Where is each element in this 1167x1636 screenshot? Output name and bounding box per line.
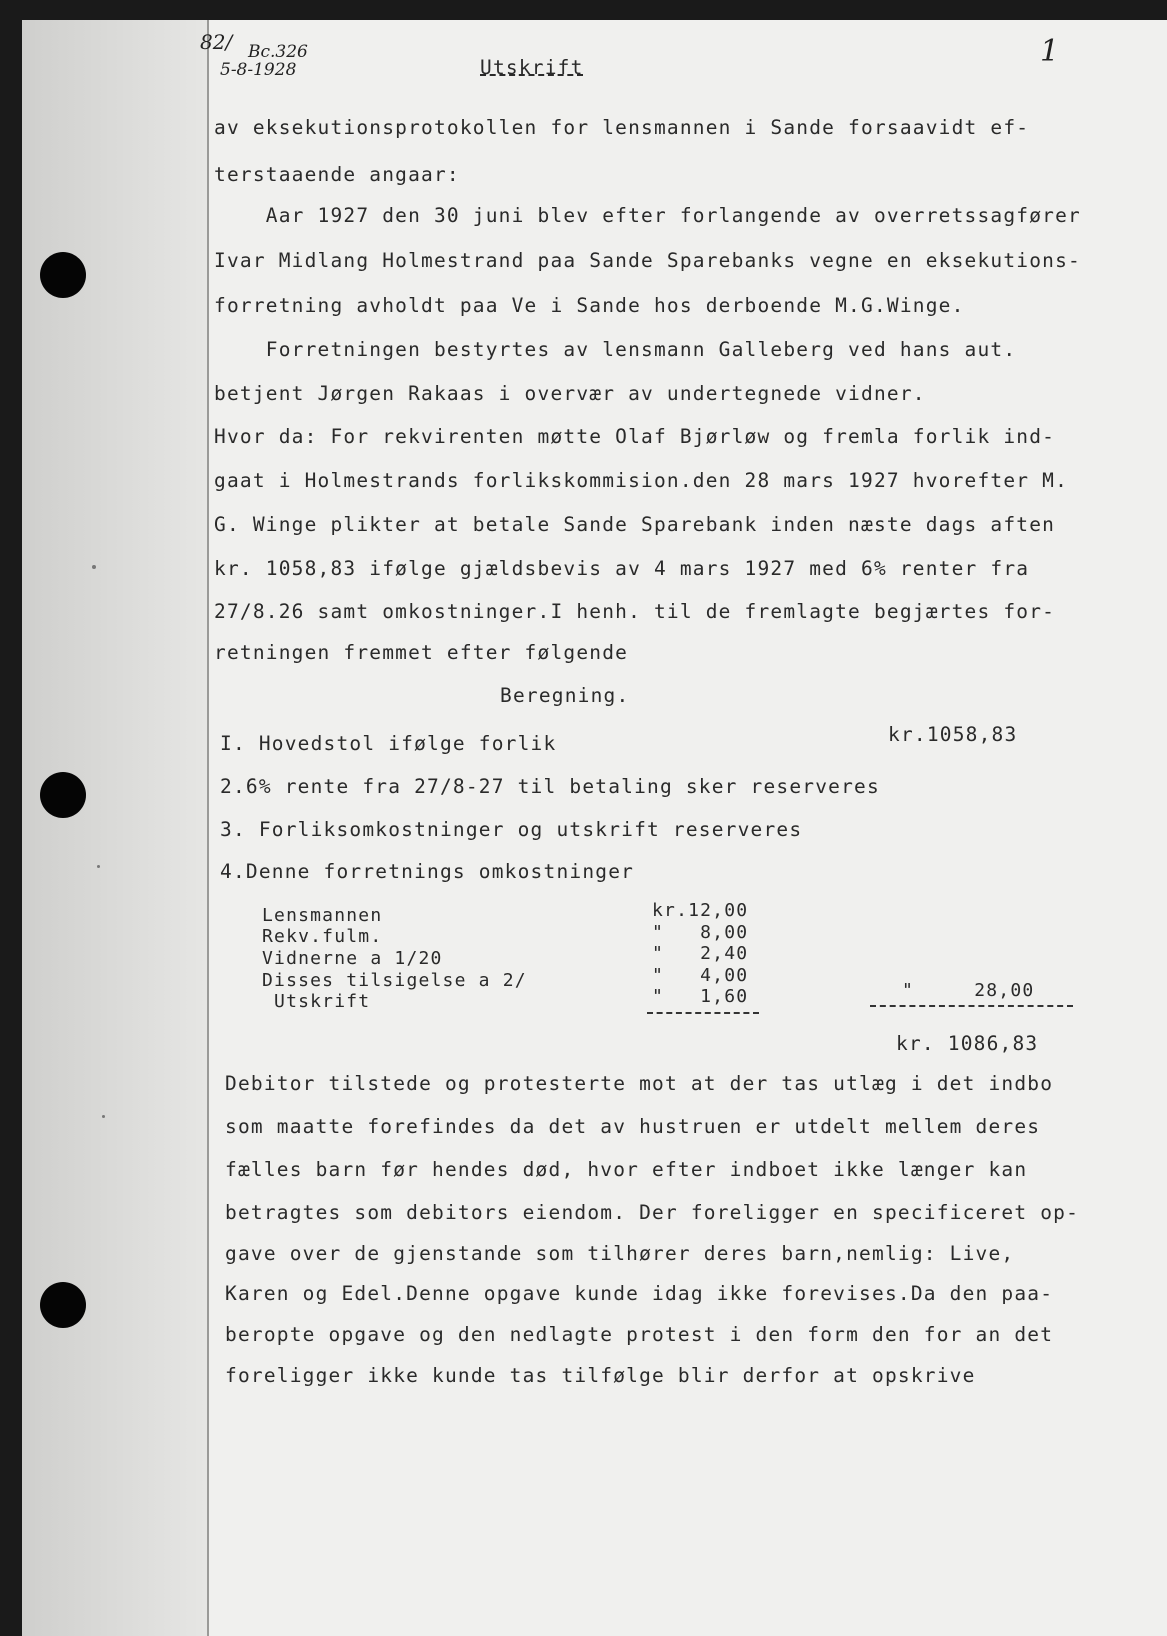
handwritten-note-1: 82/: [200, 30, 233, 54]
body-line: 27/8.26 samt omkostninger.I henh. til de fremlagte begjærtes for-: [214, 600, 1056, 623]
document-title: Utskrift: [480, 56, 584, 79]
item-amount: kr.1058,83: [888, 723, 1018, 746]
subtotal-rule: [647, 1012, 759, 1014]
cost-amount: " 2,40: [652, 943, 749, 964]
body-line: fælles barn før hendes død, hvor efter indboet ikke længer kan: [225, 1158, 1028, 1181]
body-line: retningen fremmet efter følgende: [214, 641, 629, 664]
cost-amount: " 1,60: [652, 986, 749, 1007]
punch-hole: [40, 772, 86, 818]
body-line: gaat i Holmestrands forlikskommision.den 28 mars 1927 hvorefter M.: [214, 469, 1069, 492]
body-line: terstaaende angaar:: [214, 163, 460, 186]
cost-label: Rekv.fulm.: [262, 926, 383, 947]
body-line: foreligger ikke kunde tas tilfølge blir derfor at opskrive: [225, 1364, 976, 1387]
item-text: 4.Denne forretnings omkostninger: [220, 860, 635, 883]
speck: [92, 565, 96, 569]
body-line: av eksekutionsprotokollen for lensmannen i Sande forsaavidt ef-: [214, 116, 1030, 139]
handwritten-note-2: 5-8-1928: [220, 60, 297, 80]
document-page: [22, 20, 1167, 1636]
total-rule: [870, 1005, 1073, 1007]
body-line: gave over de gjenstande som tilhører deres barn,nemlig: Live,: [225, 1242, 1015, 1265]
punch-hole: [40, 252, 86, 298]
body-line: Karen og Edel.Denne opgave kunde idag ikke forevises.Da den paa-: [225, 1282, 1054, 1305]
body-line: Debitor tilstede og protesterte mot at der tas utlæg i det indbo: [225, 1072, 1054, 1095]
item-text: 2.6% rente fra 27/8-27 til betaling sker reserveres: [220, 775, 880, 798]
punch-hole: [40, 1282, 86, 1328]
body-line: Forretningen bestyrtes av lensmann Galleberg ved hans aut.: [214, 338, 1017, 361]
speck: [97, 865, 100, 868]
body-line: som maatte forefindes da det av hustruen er utdelt mellem deres: [225, 1115, 1041, 1138]
grand-total: kr. 1086,83: [896, 1032, 1039, 1055]
cost-label: Lensmannen: [262, 905, 383, 926]
cost-amount: " 8,00: [652, 922, 749, 943]
body-line: Hvor da: For rekvirenten møtte Olaf Bjørløw og fremla forlik ind-: [214, 425, 1056, 448]
page-fold: [207, 20, 209, 1636]
body-line: betragtes som debitors eiendom. Der foreligger en specificeret op-: [225, 1201, 1080, 1224]
cost-amount: " 4,00: [652, 965, 749, 986]
cost-label: Utskrift: [262, 991, 371, 1012]
cost-amount: kr.12,00: [652, 900, 749, 921]
speck: [102, 1115, 105, 1118]
body-line: betjent Jørgen Rakaas i overvær av undertegnede vidner.: [214, 382, 926, 405]
cost-label: Disses tilsigelse a 2/: [262, 970, 527, 991]
body-line: G. Winge plikter at betale Sande Sparebank inden næste dags aften: [214, 513, 1056, 536]
item-text: 3. Forliksomkostninger og utskrift reserveres: [220, 818, 803, 841]
handwritten-page-number: 1: [1040, 34, 1060, 69]
body-line: Ivar Midlang Holmestrand paa Sande Sparebanks vegne en eksekutions-: [214, 249, 1081, 272]
costs-total: " 28,00: [902, 980, 1035, 1001]
body-line: kr. 1058,83 ifølge gjældsbevis av 4 mars 1927 med 6% renter fra: [214, 557, 1030, 580]
body-line: forretning avholdt paa Ve i Sande hos derboende M.G.Winge.: [214, 294, 965, 317]
body-line: beropte opgave og den nedlagte protest i den form den for an det: [225, 1323, 1054, 1346]
section-heading: Beregning.: [500, 684, 630, 707]
body-line: Aar 1927 den 30 juni blev efter forlangende av overretssagfører: [214, 204, 1081, 227]
handwritten-note-3: Bc.326: [248, 42, 308, 62]
item-text: I. Hovedstol ifølge forlik: [220, 732, 557, 755]
cost-label: Vidnerne a 1/20: [262, 948, 443, 969]
